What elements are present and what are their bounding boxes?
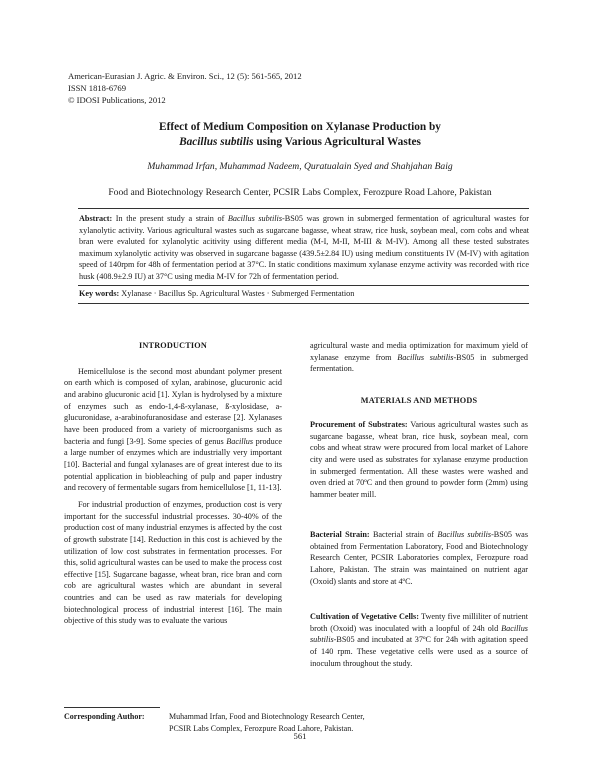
cultivation-species: Bacillus subtilis xyxy=(310,623,528,645)
cultivation-label: Cultivation of Vegetative Cells: xyxy=(310,612,419,621)
article-title xyxy=(0,120,600,150)
intro-genus: Bacillus xyxy=(226,436,254,446)
introduction-heading: INTRODUCTION xyxy=(139,341,207,350)
journal-copyright: © IDOSI Publications, 2012 xyxy=(68,95,166,105)
bacterial-strain-paragraph xyxy=(310,529,528,587)
intro-p1-end: produce a large number of enzymes which are industrially very important [10]. Bacterial and fungal xylanases are of great interest due to its potential application in biobleaching of pulp and paper industry and recovery of fermentable sugars from hemicellulose [1, 11-13]. xyxy=(64,436,283,493)
left-column xyxy=(64,340,282,627)
title-species: Bacillus subtilis xyxy=(179,136,254,148)
corresponding-author-line-1: Muhammad Irfan, Food and Biotechnology Research Center, xyxy=(169,712,365,721)
journal-header xyxy=(68,70,302,106)
cultivation-paragraph xyxy=(310,611,528,669)
cultivation-text-2: -BS05 and incubated at 37ºC for 24h with agitation speed of 140 rpm. These vegetative cells were used as a source of inoculum throughout the study. xyxy=(310,635,528,668)
keywords-bottom-rule xyxy=(78,303,529,304)
bacterial-strain-text-1: Bacterial strain of xyxy=(369,530,438,539)
keywords-label: Key words: xyxy=(79,289,120,298)
cultivation-text-1: Twenty five milliliter of nutrient broth (Oxoid) was inoculated with a loopful of 24h old xyxy=(310,612,528,633)
abstract-text-2: -BS05 was grown in submerged fermentation of agricultural wastes for xylanolytic activity. Various agricultural wastes such as sugarcane bagasse, wheat straw, rice husk, soybean meal, corn cobs and wheat bran were evaluted for xylanolytic acitivity using different media (M-I, M-II, M-III & M-IV). Among all these tested substrates maximum xylanolytic activity was observed in sugarcane bagasse (439.5±2.84 IU) using medium constituents IV (M-IV) with agitation speed of 140rpm for 48h of fermentation period at 37°C. In static conditions maximum xylanase enzyme activity was recorded with rice husk (408.9±2.9 IU) at 37°C using media M-IV for 72h of fermentation period. xyxy=(79,214,529,281)
affiliation: Food and Biotechnology Research Center, PCSIR Labs Complex, Ferozpure Road Lahore, Pakistan xyxy=(108,187,492,198)
intro-p1-text: Hemicellulose is the second most abundant polymer present on earth which is composed of xylan, arabinose, glucuronic acid and arabino glucuronic acid [1]. Xylan is hydrolysed by a mixture of enzymes such as endo-1,4-ß-xylanase, ß-xylosidase, a-glucuronidase, a-arabinofuranosidase and esterase [2]. Xylanases have been produced from a variety of microorganisms such as bacteria and fungi [3-9]. Some species of genus xyxy=(64,366,282,446)
corresponding-author-label: Corresponding Author: xyxy=(64,712,145,721)
title-line-2-rest: using Various Agricultural Wastes xyxy=(253,136,421,148)
intro-p3-end: -BS05 in submerged fermentation. xyxy=(310,352,528,374)
right-column xyxy=(310,340,528,375)
journal-issn: ISSN 1818-6769 xyxy=(68,83,127,93)
procurement-text: Various agricultural wastes such as sugarcane bagasse, wheat bran, rice husk, soybean meal, corn cobs and wheat straw were procured from local market of Lahore city and were used as substrates for xylanase enzyme production in submerged fermentation. All these wastes were washed and oven dried at 70ºC and then ground to powder form (2mm) using hammer beater mill. xyxy=(310,420,528,499)
procurement-label: Procurement of Substrates: xyxy=(310,420,408,429)
intro-p3-start: agricultural waste and media optimization for maximum yield of xylanase enzyme from xyxy=(310,341,528,362)
methods-heading: MATERIALS AND METHODS xyxy=(360,396,478,405)
abstract-top-rule xyxy=(78,208,529,209)
corresponding-author-line-2: PCSIR Labs Complex, Ferozpure Road Lahore, Pakistan. xyxy=(169,724,354,733)
abstract xyxy=(79,213,529,283)
keywords xyxy=(79,289,529,298)
intro-paragraph-2: For industrial production of enzymes, production cost is very important for the successful industrial processes. 30-40% of the production cost of many industrial enzymes is affected by the cost of growth substrate [14]. Reduction in this cost is achieved by the utilization of low cost substrates in fermentation processes. For this, solid agricultural wastes can be used to make the process cost effective [15]. Sugarcane bagasse, wheat bran, rice bran and corn cob are agricultural wastes which are abundant in several countries and can be used as raw materials for developing biotechnological process of industrial interest [16]. The main objective of this study was to evaluate the various xyxy=(64,499,282,626)
bacterial-strain-label: Bacterial Strain: xyxy=(310,530,370,539)
keywords-text: Xylanase · Bacillus Sp. Agricultural Wastes · Submerged Fermentation xyxy=(119,289,355,298)
cultivation-section xyxy=(310,611,528,669)
intro-p3-species: Bacillus subtilis xyxy=(397,352,454,362)
abstract-text-1: In the present study a strain of xyxy=(112,214,228,223)
journal-citation: American-Eurasian J. Agric. & Environ. Sci., 12 (5): 561-565, 2012 xyxy=(68,71,302,81)
page-number: 561 xyxy=(293,731,307,741)
title-line-1: Effect of Medium Composition on Xylanase Production by xyxy=(159,121,441,133)
intro-paragraph-3 xyxy=(310,340,528,375)
procurement-section xyxy=(310,419,528,501)
methods-heading-wrap xyxy=(310,395,528,407)
title-line-2 xyxy=(0,135,600,150)
bacterial-strain-section xyxy=(310,529,528,587)
author-list: Muhammad Irfan, Muhammad Nadeem, Quratualain Syed and Shahjahan Baig xyxy=(147,161,453,172)
abstract-label: Abstract: xyxy=(79,214,113,223)
keywords-top-rule xyxy=(78,285,529,286)
bacterial-strain-species: Bacillus subtilis xyxy=(437,530,492,539)
bacterial-strain-text-2: -BS05 was obtained from Fermentation Laboratory, Food and Biotechnology Research Center, PCSIR Laboratories complex, Ferozpure road Lahore, Pakistan. The strain was maintained on nutrient agar (Oxoid) slants and store at 4ºC. xyxy=(310,530,529,586)
abstract-species: Bacillus subtilis xyxy=(227,214,283,223)
footnote-rule xyxy=(64,707,160,708)
intro-paragraph-1 xyxy=(64,366,282,494)
procurement-paragraph xyxy=(310,419,528,501)
